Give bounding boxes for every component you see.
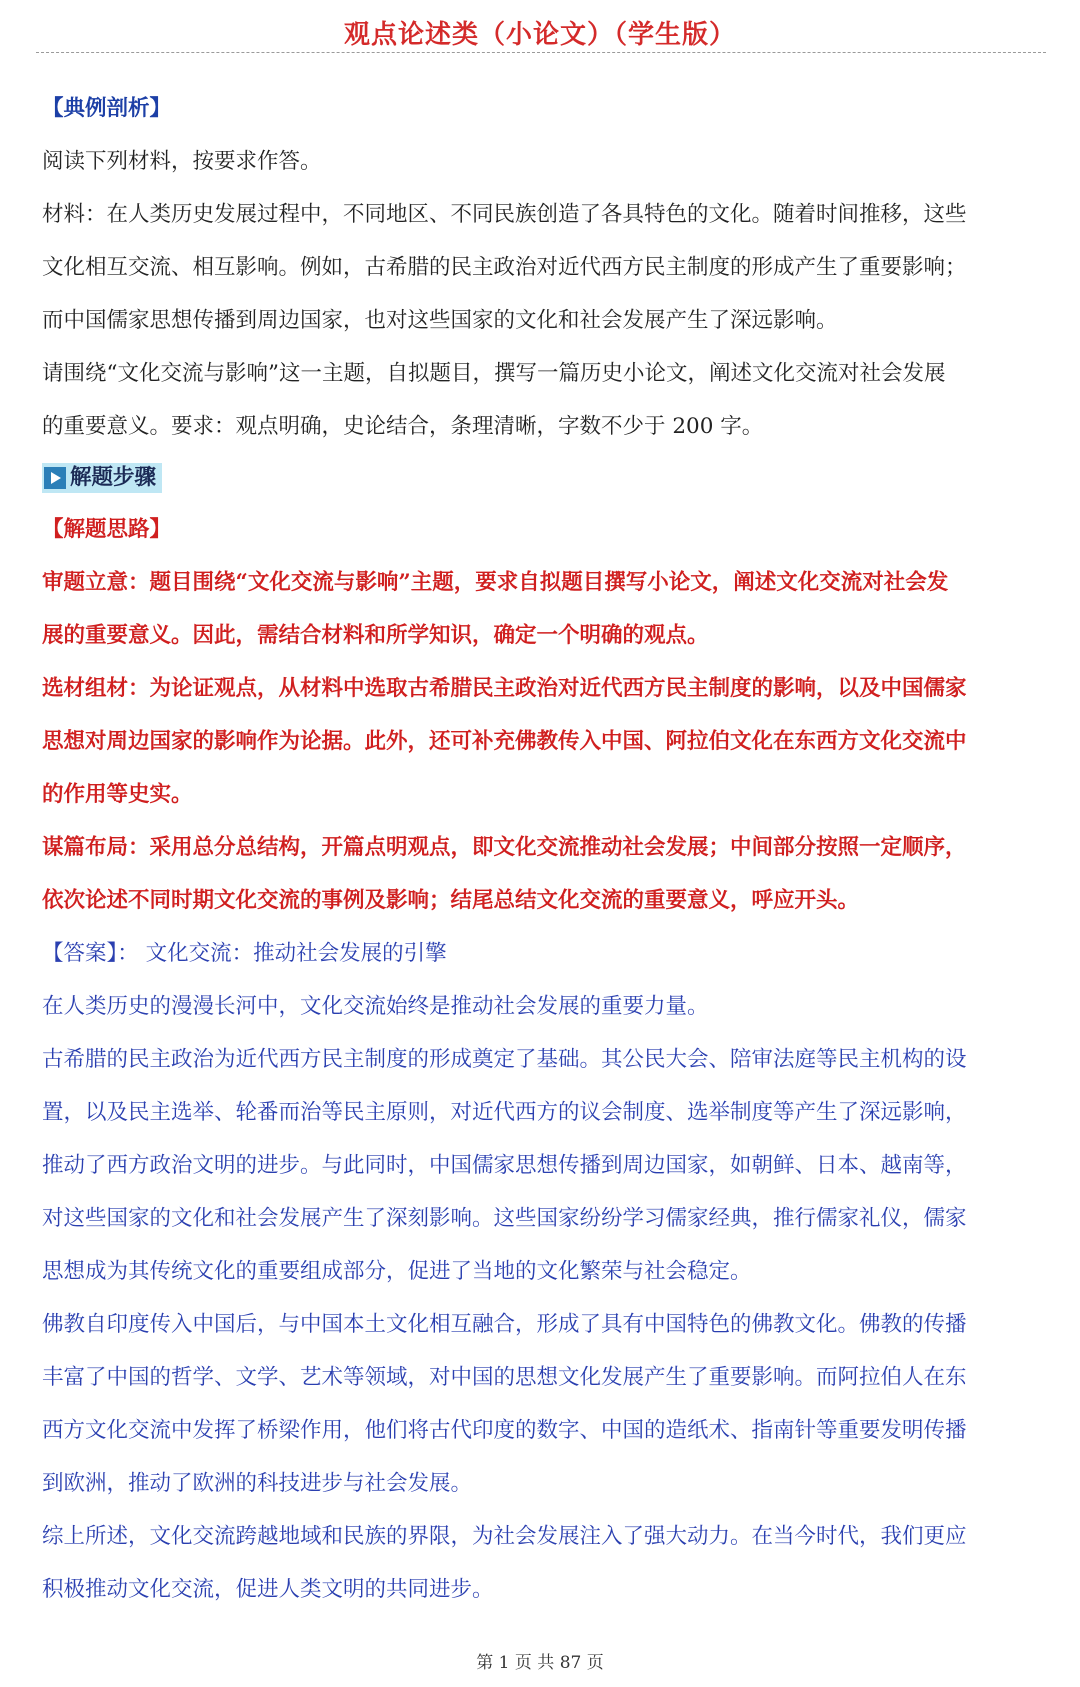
material-line: 材料：在人类历史发展过程中，不同地区、不同民族创造了各具特色的文化。随着时间推移，这些 [42,202,967,227]
play-arrow-icon [44,467,66,489]
steps-badge-label: 解题步骤 [70,465,157,490]
answer-line: 思想成为其传统文化的重要组成部分，促进了当地的文化繁荣与社会稳定。 [42,1259,752,1284]
answer-line: 到欧洲，推动了欧洲的科技进步与社会发展。 [42,1471,473,1496]
material-line: 文化相互交流、相互影响。例如，古希腊的民主政治对近代西方民主制度的形成产生了重要影响； [42,255,967,280]
question-line: 请围绕“文化交流与影响”这一主题，自拟题目，撰写一篇历史小论文，阐述文化交流对社会发展 [42,361,946,386]
approach-line: 审题立意：题目围绕“文化交流与影响”主题，要求自拟题目撰写小论文，阐述文化交流对社会发 [42,570,949,595]
approach-line: 选材组材：为论证观点，从材料中选取古希腊民主政治对近代西方民主制度的影响，以及中国儒家 [42,676,967,701]
header-divider [36,52,1046,53]
answer-line: 置，以及民主选举、轮番而治等民主原则，对近代西方的议会制度、选举制度等产生了深远影响， [42,1100,967,1125]
approach-line: 的作用等史实。 [42,782,193,807]
intro-text: 阅读下列材料，按要求作答。 [42,149,322,174]
answer-line: 佛教自印度传入中国后，与中国本土文化相互融合，形成了具有中国特色的佛教文化。佛教的传播 [42,1312,967,1337]
answer-line: 丰富了中国的哲学、文学、艺术等领域，对中国的思想文化发展产生了重要影响。而阿拉伯人在东 [42,1365,967,1390]
answer-line: 西方文化交流中发挥了桥梁作用，他们将古代印度的数字、中国的造纸术、指南针等重要发明传播 [42,1418,967,1443]
page-title: 观点论述类（小论文）（学生版） [343,20,736,50]
answer-line: 古希腊的民主政治为近代西方民主制度的形成奠定了基础。其公民大会、陪审法庭等民主机构的设 [42,1047,967,1072]
question-line: 的重要意义。要求：观点明确，史论结合，条理清晰，字数不少于 200 字。 [42,414,764,439]
answer-line: 对这些国家的文化和社会发展产生了深刻影响。这些国家纷纷学习儒家经典，推行儒家礼仪，儒家 [42,1206,967,1231]
answer-line: 在人类历史的漫漫长河中，文化交流始终是推动社会发展的重要力量。 [42,994,709,1019]
approach-line: 依次论述不同时期文化交流的事例及影响；结尾总结文化交流的重要意义，呼应开头。 [42,888,860,913]
answer-line: 综上所述，文化交流跨越地域和民族的界限，为社会发展注入了强大动力。在当今时代，我们更应 [42,1524,967,1549]
steps-badge [42,463,162,493]
answer-line: 推动了西方政治文明的进步。与此同时，中国儒家思想传播到周边国家，如朝鲜、日本、越南等， [42,1153,967,1178]
approach-line: 思想对周边国家的影响作为论据。此外，还可补充佛教传入中国、阿拉伯文化在东西方文化交流中 [42,729,967,754]
answer-colon: ： [117,941,139,966]
page-number: 第 1 页 共 87 页 [476,1653,604,1673]
section-heading-example: 【典例剖析】 [42,96,172,121]
approach-line: 展的重要意义。因此，需结合材料和所学知识，确定一个明确的观点。 [42,623,709,648]
answer-title-line [42,927,1042,980]
section-heading-approach: 【解题思路】 [42,517,172,542]
answer-label: 【答案】 [42,941,118,966]
content-body [42,82,1042,1616]
answer-line: 积极推动文化交流，促进人类文明的共同进步。 [42,1577,494,1602]
approach-line: 谋篇布局：采用总分总结构，开篇点明观点，即文化交流推动社会发展；中间部分按照一定顺序， [42,835,967,860]
material-line: 而中国儒家思想传播到周边国家，也对这些国家的文化和社会发展产生了深远影响。 [42,308,838,333]
answer-title: 文化交流：推动社会发展的引擎 [145,941,447,966]
